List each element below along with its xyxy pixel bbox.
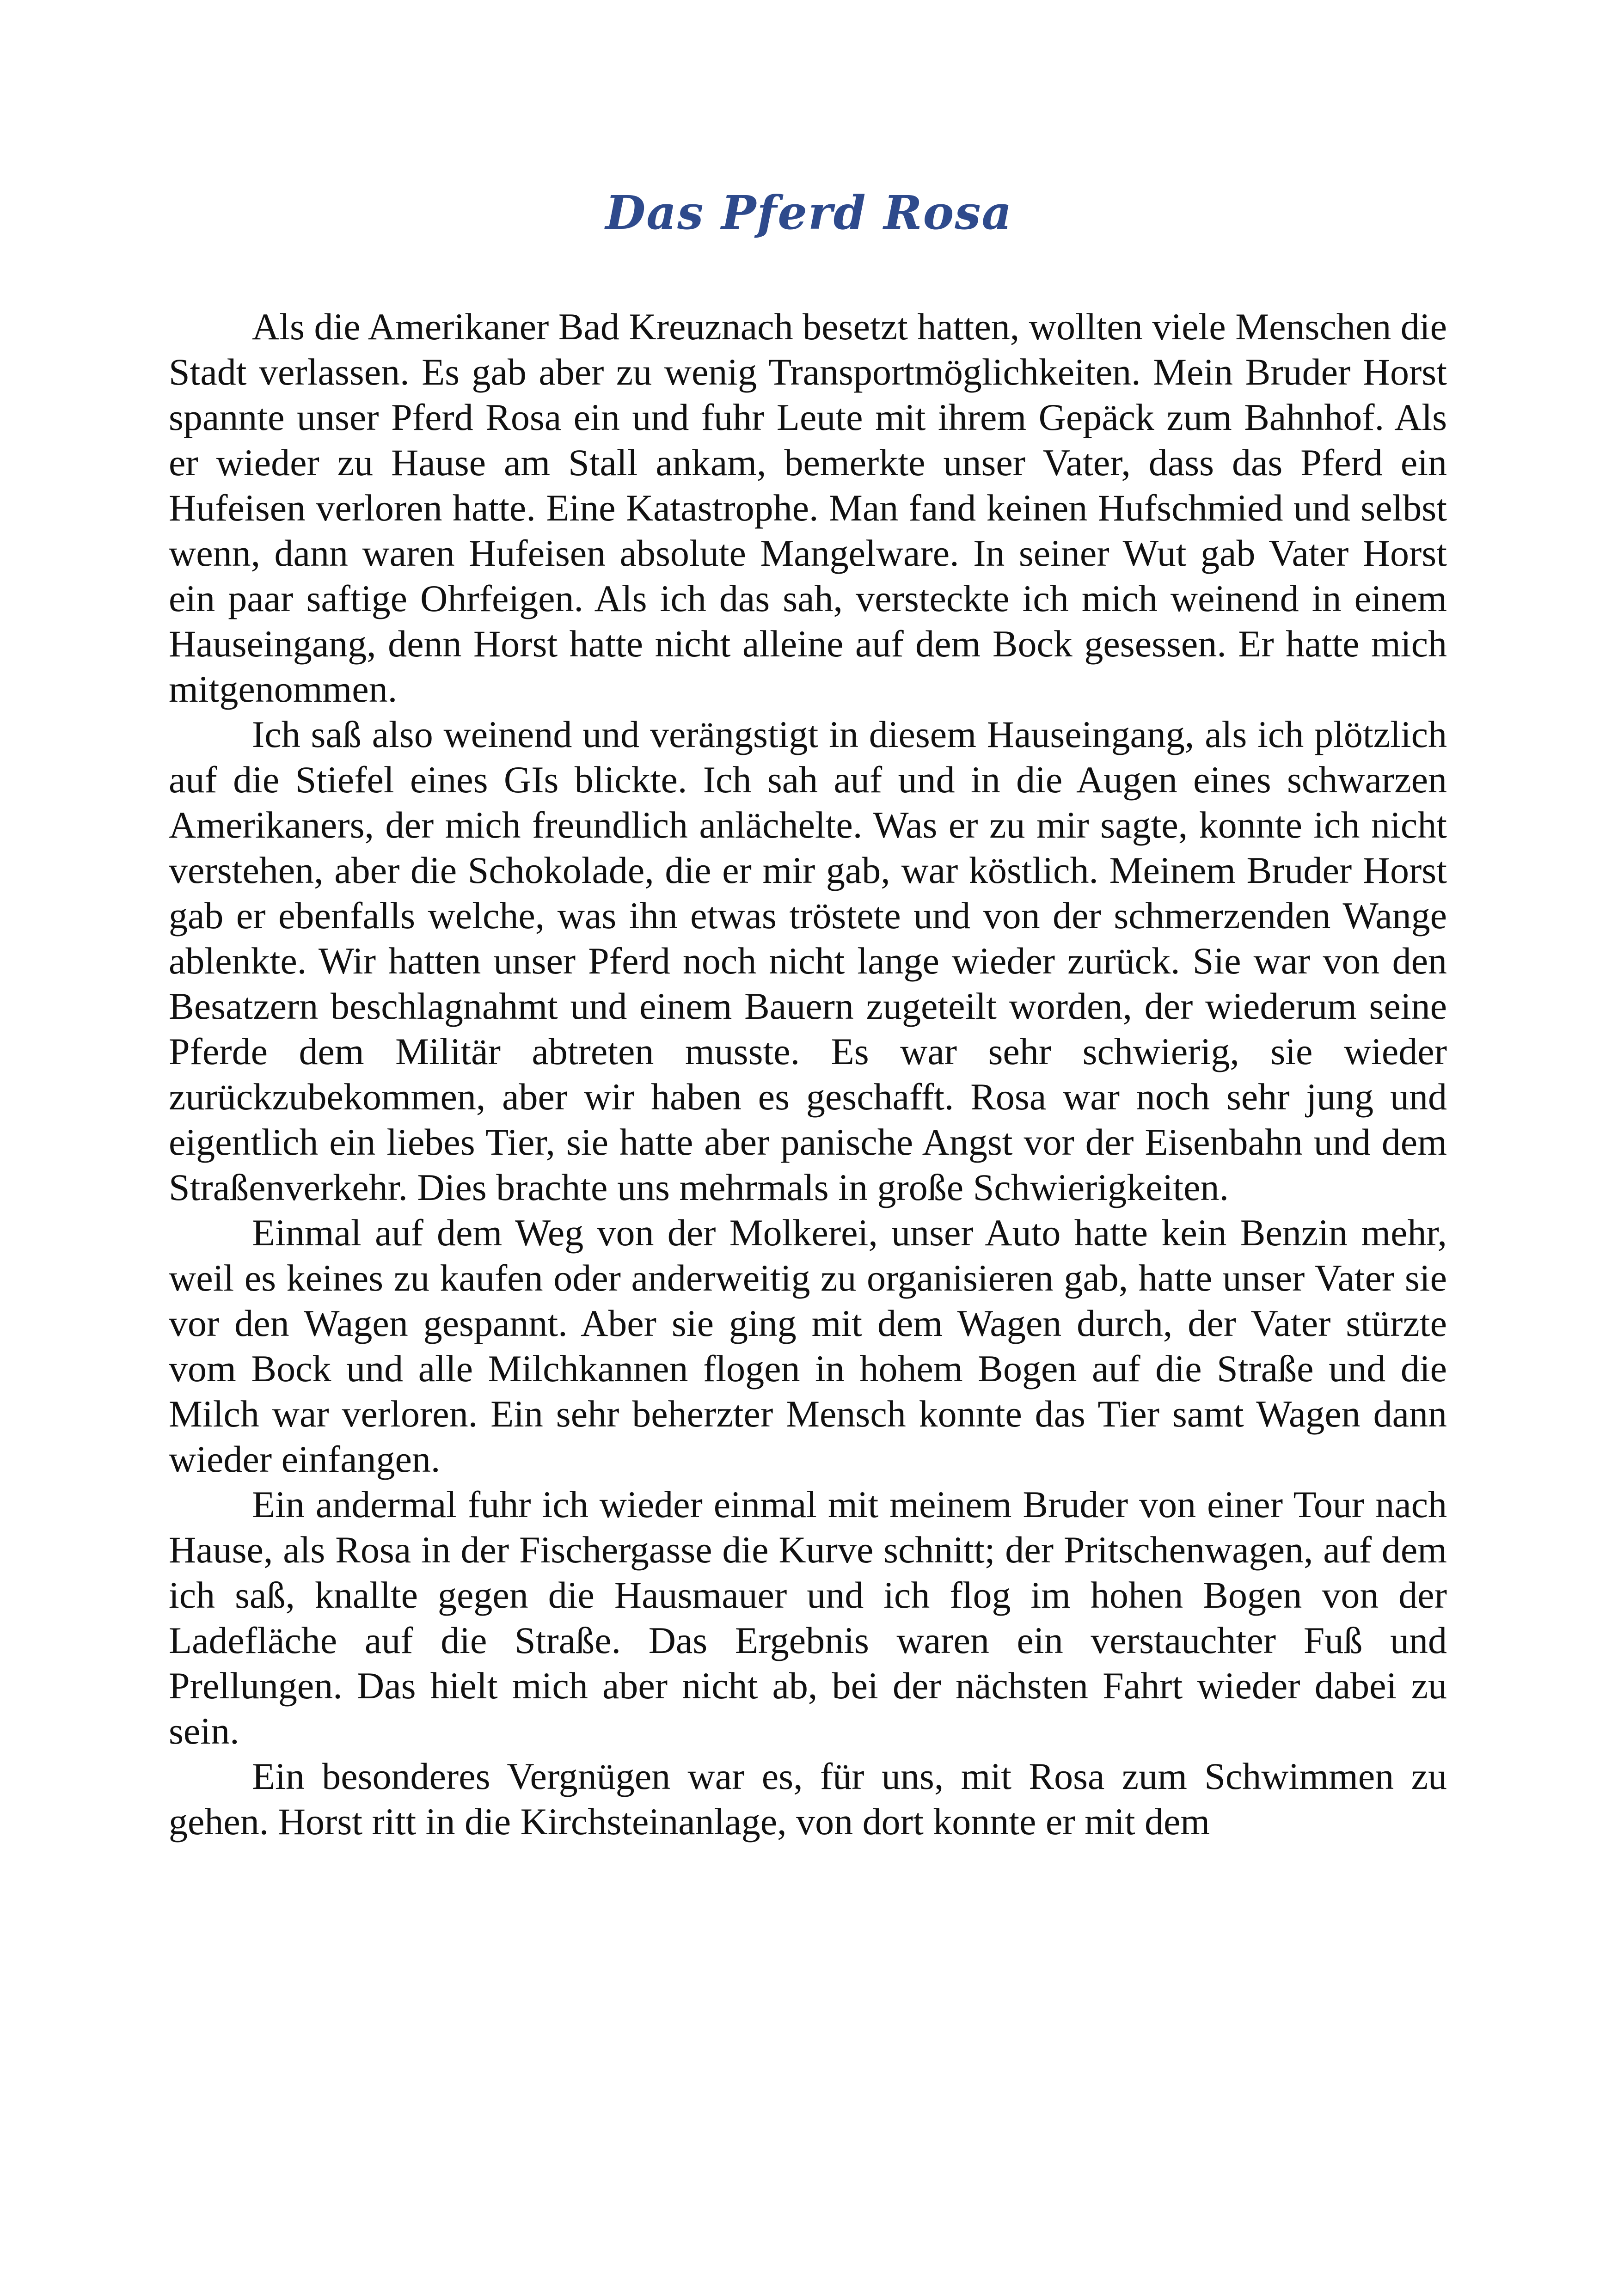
paragraph-2: Ich saß also weinend und verängstigt in diesem Hauseingang, als ich plötzlich auf die Stiefel eines GIs blickte. Ich sah auf und in die Augen eines schwarzen Amerikaners, der mich freundlich anlächelte. Was er zu mir sagte, konnte ich nicht verstehen, aber die Schokolade, die er mir gab, war köstlich. Meinem Bruder Horst gab er ebenfalls welche, was ihn etwas tröstete und von der schmerzenden Wange ablenkte. Wir hatten unser Pferd noch nicht lange wieder zurück. Sie war von den Besatzern beschlagnahmt und einem Bauern zugeteilt worden, der wiederum seine Pferde dem Militär abtreten musste. Es war sehr schwierig, sie wieder zurückzubekommen, aber wir haben es geschafft. Rosa war noch sehr jung und eigentlich ein liebes Tier, sie hatte aber panische Angst vor der Eisenbahn und dem Straßenverkehr. Dies brachte uns mehrmals in große Schwierigkeiten. [169,713,1447,1208]
chapter-body [169,304,1447,1844]
paragraph-3: Einmal auf dem Weg von der Molkerei, unser Auto hatte kein Benzin mehr, weil es keines zu kaufen oder anderweitig zu organisieren gab, hatte unser Vater sie vor den Wagen gespannt. Aber sie ging mit dem Wagen durch, der Vater stürzte vom Bock und alle Milchkannen flogen in hohem Bogen auf die Straße und die Milch war verloren. Ein sehr beherzter Mensch konnte das Tier samt Wagen dann wieder einfangen. [169,1212,1447,1480]
chapter-title: Das Pferd Rosa [605,185,1013,240]
paragraph-5: Ein besonderes Vergnügen war es, für uns, mit Rosa zum Schwimmen zu gehen. Horst ritt in die Kirchsteinanlage, von dort konnte er mit dem [169,1755,1447,1843]
paragraph-1: Als die Amerikaner Bad Kreuznach besetzt hatten, wollten viele Menschen die Stadt verlassen. Es gab aber zu wenig Transportmöglichkeiten. Mein Bruder Horst spannte unser Pferd Rosa ein und fuhr Leute mit ihrem Gepäck zum Bahnhof. Als er wieder zu Hause am Stall ankam, bemerkte unser Vater, dass das Pferd ein Hufeisen verloren hatte. Eine Katastrophe. Man fand keinen Hufschmied und selbst wenn, dann waren Hufeisen absolute Mangelware. In seiner Wut gab Vater Horst ein paar saftige Ohrfeigen. Als ich das sah, versteckte ich mich weinend in einem Hauseingang, denn Horst hatte nicht alleine auf dem Bock gesessen. Er hatte mich mitgenommen. [169,306,1447,710]
paragraph-4: Ein andermal fuhr ich wieder einmal mit meinem Bruder von einer Tour nach Hause, als Rosa in der Fischergasse die Kurve schnitt; der Pritschenwagen, auf dem ich saß, knallte gegen die Hausmauer und ich flog im hohen Bogen von der Ladefläche auf die Straße. Das Ergebnis waren ein verstauchter Fuß und Prellungen. Das hielt mich aber nicht ab, bei der nächsten Fahrt wieder dabei zu sein. [169,1483,1447,1752]
